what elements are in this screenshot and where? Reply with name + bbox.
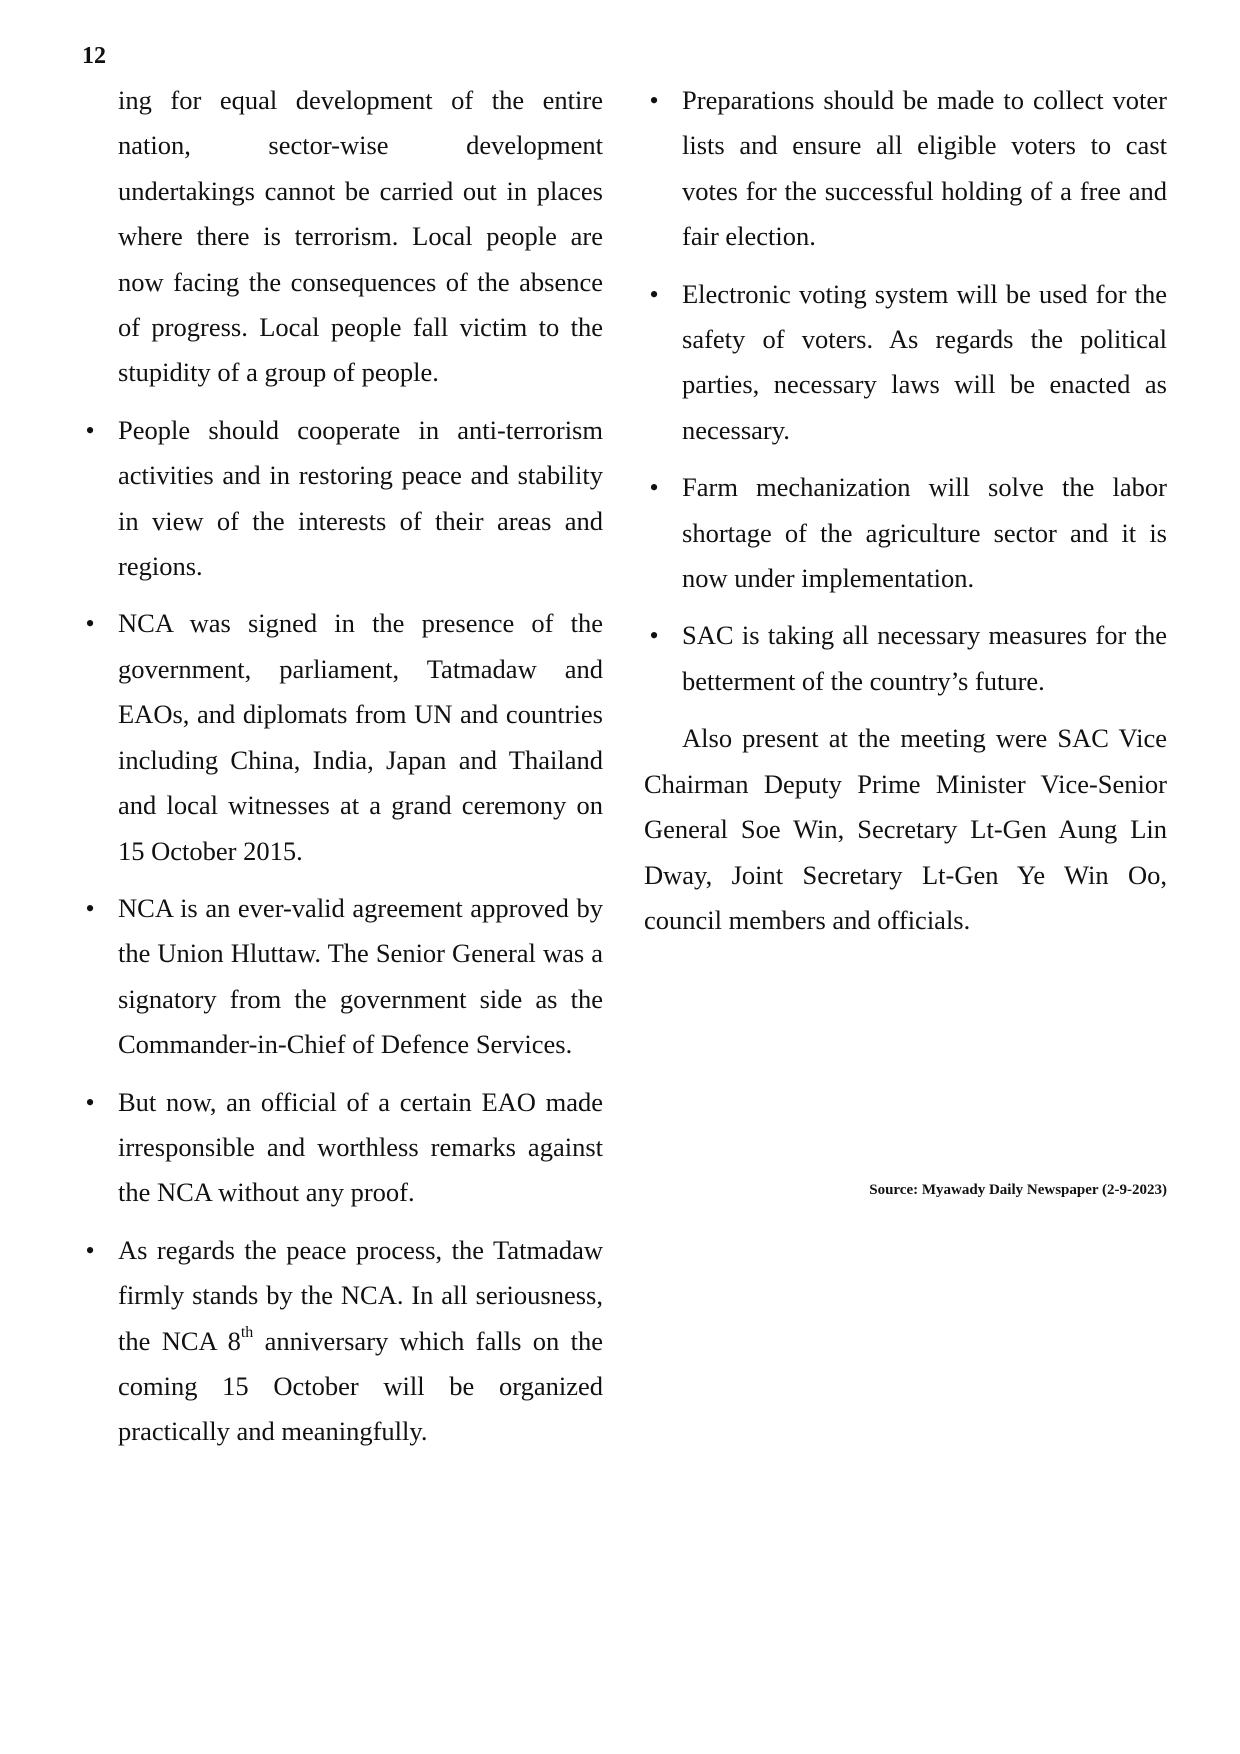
bullet-icon: • [649, 86, 659, 115]
bullet-text: But now, an official of a certain EAO made irresponsible and worthless remarks against the NCA without any proof. [118, 1086, 603, 1208]
bullet-text [118, 1235, 603, 1447]
bullet-icon: • [85, 415, 95, 445]
bullet-text: Electronic voting system will be used for the safety of voters. As regards the political parties, necessary laws will be enacted as necessary. [682, 278, 1167, 445]
closing-paragraph: Also present at the meeting were SAC Vice Chairman Deputy Prime Minister Vice-Senior General Soe Win, Secretary Lt-Gen Aung Lin Dway, Joint Secretary Lt-Gen Ye Win Oo, council members and officials. [644, 723, 1167, 935]
bullet-item-nca-signed [80, 601, 603, 873]
bullet-text: NCA was signed in the presence of the government, parliament, Tatmadaw and EAOs, and diplomats from UN and countries including China, India, Japan and Thailand and local witnesses at a grand ceremony on 15 October 2015. [118, 608, 603, 866]
source-citation: Source: Myawady Daily Newspaper (2-9-2023) [869, 1182, 1167, 1198]
bullet-text: People should cooperate in anti-terrorism activities and in restoring peace and stability in view of the interests of their areas and regions. [118, 414, 603, 582]
bullet-item-cooperate [80, 408, 603, 590]
bullet-text: NCA is an ever-valid agreement approved by the Union Hluttaw. The Senior General was a signatory from the government side as the Commander-in-Chief of Defence Services. [118, 892, 603, 1060]
bullet-icon: • [649, 621, 659, 651]
bullet-item-electronic-voting [644, 272, 1167, 454]
bullet-text: Preparations should be made to collect voter lists and ensure all eligible voters to cast votes for the successful holding of a free and fair election. [682, 85, 1167, 252]
bullet-icon: • [85, 893, 95, 923]
bullet-item-peace-process [80, 1228, 603, 1455]
bullet-text-part: As regards the peace process, the Tatmadaw firmly stands by the NCA. In all seriousness, the NCA 8 [118, 1234, 603, 1356]
bullet-text: SAC is taking all necessary measures for the betterment of the country’s future. [682, 620, 1167, 696]
bullet-item-nca-valid [80, 886, 603, 1068]
bullet-item-voter-lists [644, 78, 1167, 260]
bullet-icon: • [649, 279, 659, 309]
continuation-paragraph: ing for equal development of the entire nation, sector-wise development undertakings cannot be carried out in places where there is terrorism. Local people are now facing the consequences of the absence of progress. Local people fall victim to the stupidity of a group of people. [118, 85, 603, 388]
bullet-item-eao-remarks [80, 1080, 603, 1216]
bullet-text: Farm mechanization will solve the labor shortage of the agriculture sector and it is now under implementation. [682, 472, 1167, 594]
bullet-icon: • [85, 1087, 95, 1117]
bullet-icon: • [85, 609, 95, 639]
page-number: 12 [82, 43, 106, 69]
left-column [80, 78, 603, 1455]
bullet-item-sac-measures [644, 613, 1167, 704]
bullet-icon: • [85, 1235, 95, 1265]
bullet-icon: • [649, 473, 659, 503]
right-column [644, 78, 1167, 943]
bullet-text-part: anniversary which falls on the coming 15 October will be organized practically and meaningfully. [118, 1325, 603, 1447]
bullet-item-farm-mechanization [644, 465, 1167, 601]
ordinal-superscript: th [240, 1323, 254, 1341]
